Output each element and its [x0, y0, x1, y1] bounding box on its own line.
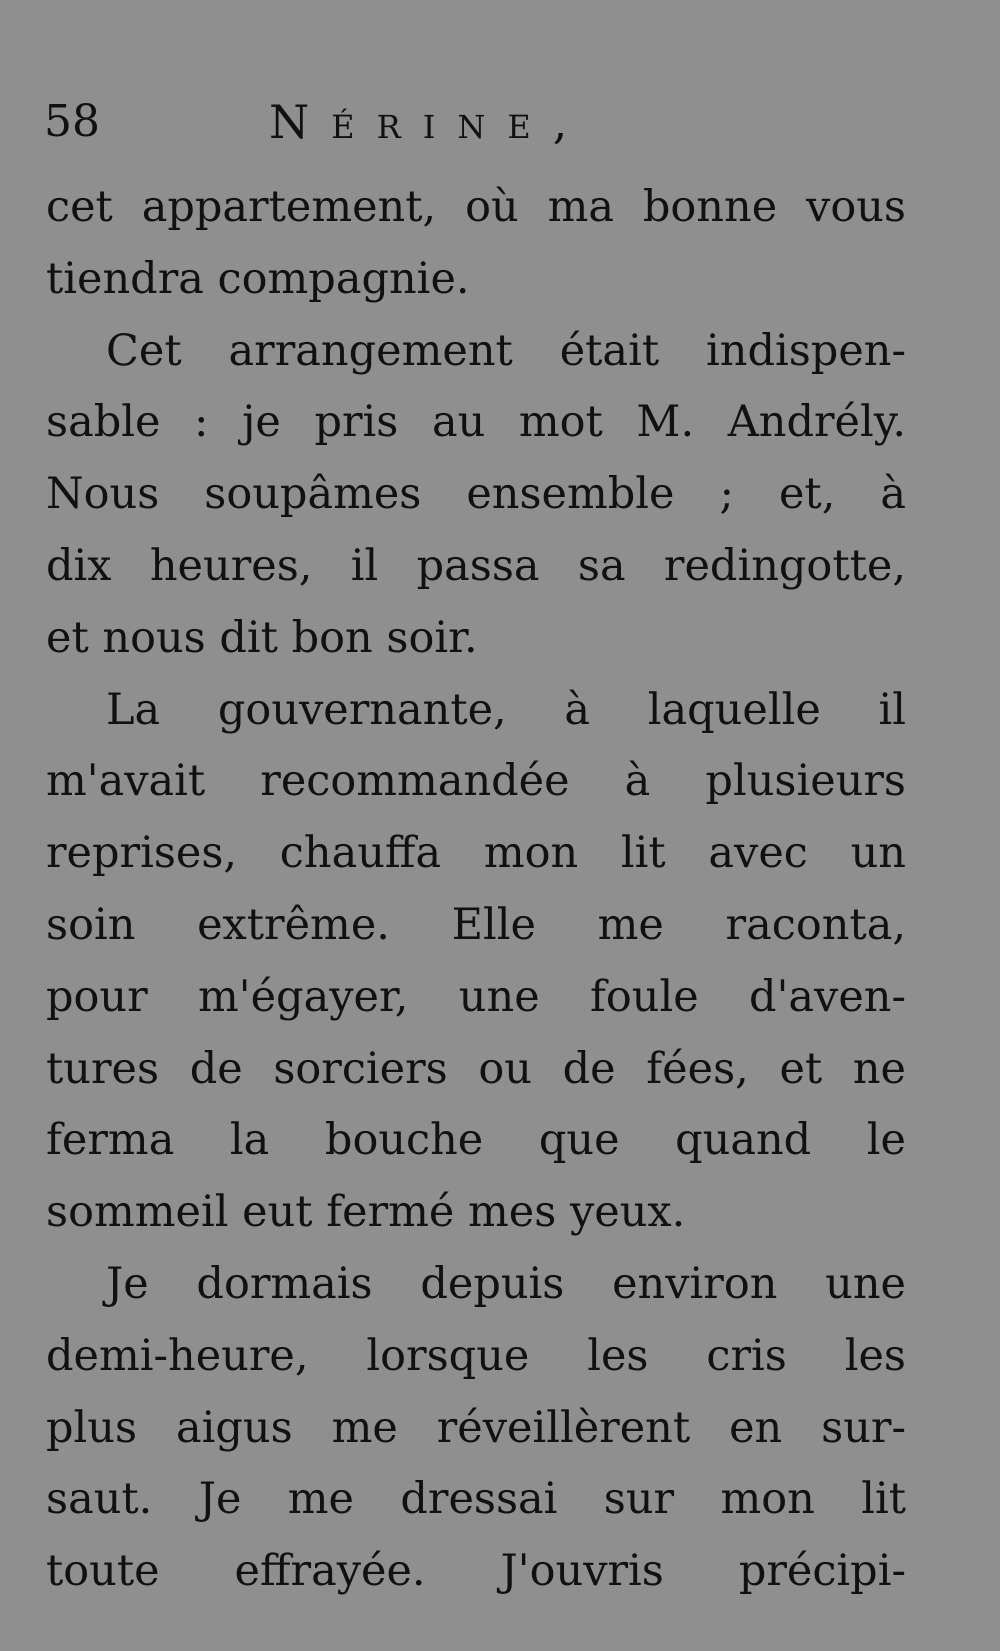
text-line: sable : je pris au mot M. Andrély.: [46, 397, 906, 448]
page-header: [44, 92, 924, 152]
text-line: m'avait recommandée à plusieurs: [46, 756, 906, 807]
text-line: demi-heure, lorsque les cris les: [46, 1330, 906, 1381]
text-line: reprises, chauffa mon lit avec un: [46, 828, 906, 879]
text-line: sommeil eut fermé mes yeux.: [46, 1187, 686, 1238]
running-title: Nérine,: [269, 95, 590, 149]
text-line: plus aigus me réveillèrent en sur-: [46, 1402, 906, 1453]
text-line: saut. Je me dressai sur mon lit: [46, 1474, 906, 1525]
text-line: et nous dit bon soir.: [46, 612, 478, 663]
text-line: Cet arrangement était indispen-: [106, 325, 906, 376]
text-line: La gouvernante, à laquelle il: [106, 684, 906, 735]
text-line: cet appartement, où ma bonne vous: [46, 182, 906, 232]
text-line: Nous soupâmes ensemble ; et, à: [46, 469, 906, 520]
text-line: dix heures, il passa sa redingotte,: [46, 540, 906, 591]
text-line: Je dormais depuis environ une: [106, 1258, 906, 1309]
text-line: tiendra compagnie.: [46, 253, 470, 304]
text-line: pour m'égayer, une foule d'aven-: [46, 971, 906, 1022]
text-line: tures de sorciers ou de fées, et ne: [46, 1043, 906, 1094]
page-number: 58: [44, 96, 100, 147]
body-text: [46, 172, 906, 1608]
text-line: soin extrême. Elle me raconta,: [46, 899, 906, 950]
text-line: ferma la bouche que quand le: [46, 1115, 906, 1166]
text-line: toute effrayée. J'ouvris précipi-: [46, 1546, 906, 1597]
